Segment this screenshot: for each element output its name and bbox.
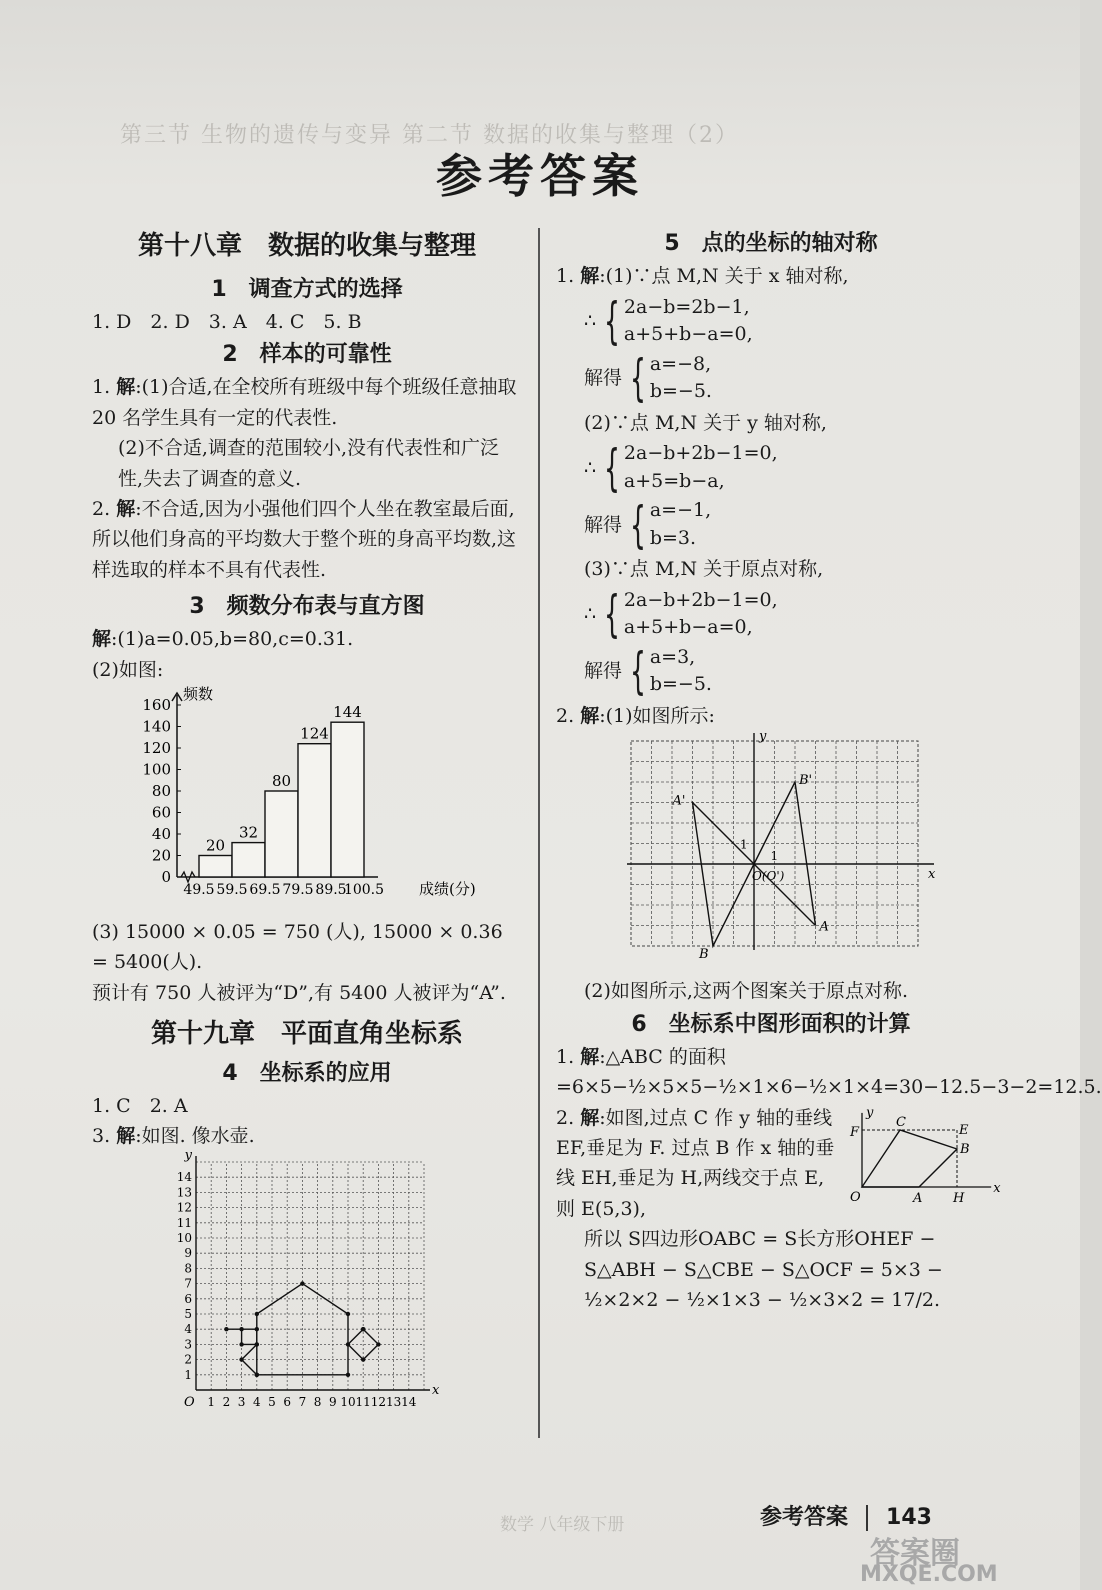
- eq-line: a=−8,: [649, 352, 712, 375]
- x-tick-label: 9: [328, 1394, 337, 1409]
- y-tick-label: 4: [184, 1321, 192, 1336]
- point-label-A: A: [913, 1190, 923, 1206]
- vertex-dot: [346, 1372, 350, 1376]
- brace-icon: {: [604, 585, 620, 644]
- vertex-dot: [239, 1327, 243, 1331]
- x-tick-label: 69.5: [249, 882, 281, 899]
- y-axis-label: y: [184, 1147, 192, 1163]
- origin-label: O(O'): [752, 869, 785, 884]
- brace-icon: {: [604, 292, 620, 351]
- x-tick-label: 6: [283, 1394, 292, 1409]
- quadrilateral-figure: [846, 1105, 1001, 1210]
- y-tick-label: 100: [142, 760, 171, 779]
- point-label-F: F: [850, 1124, 860, 1140]
- section-6-heading: 6 坐标系中图形面积的计算: [631, 1011, 911, 1037]
- point-label-H: H: [953, 1190, 965, 1206]
- eq-line: a=3,: [649, 645, 696, 668]
- bar-value-label: 32: [238, 823, 259, 842]
- therefore-symbol: ∴: [584, 456, 597, 479]
- equation-system-2: [556, 440, 986, 495]
- q-number: 2.: [556, 704, 575, 727]
- x-tick-label: 10: [340, 1394, 356, 1409]
- y-tick-label: 9: [184, 1245, 192, 1260]
- x-tick-label: 89.5: [315, 882, 347, 899]
- section-3-heading: 3 频数分布表与直方图: [189, 594, 425, 620]
- s3-part4: 预计有 750 人被评为“D”,有 5400 人被评为“A”.: [92, 981, 506, 1004]
- point-label-A: A: [819, 919, 829, 935]
- vertex-dot: [255, 1327, 259, 1331]
- bar-value-label: 80: [271, 772, 292, 791]
- y-axis-label: y: [759, 729, 767, 745]
- point-label-B: B: [699, 947, 709, 963]
- y-tick-label: 12: [176, 1200, 192, 1215]
- x-tick-label: 14: [401, 1394, 417, 1409]
- q-number: 2.: [92, 497, 111, 520]
- s5-q1-part2: (2)∵点 M,N 关于 y 轴对称,: [584, 411, 827, 434]
- point-label-B-prime: B': [799, 773, 813, 789]
- point-label-E: E: [959, 1122, 969, 1138]
- vertex-dot: [361, 1357, 365, 1361]
- s6-question-1: [556, 1042, 1102, 1103]
- solve-label: 解得: [584, 367, 623, 390]
- histogram-bar: [265, 791, 298, 877]
- brace-icon: {: [629, 642, 646, 701]
- eq-line: a+5=b−a,: [623, 469, 725, 492]
- footer-label: 参考答案: [760, 1505, 849, 1530]
- section-5-heading: 5 点的坐标的轴对称: [664, 231, 878, 256]
- equation-system-1: [556, 294, 986, 349]
- s5-q2-text: :(1)如图所示:: [599, 704, 715, 727]
- left-column: [92, 226, 522, 1412]
- s3-part3: (3) 15000 × 0.05 = 750 (人), 15000 × 0.36 = 5400(人).: [92, 921, 503, 974]
- vertex-dot: [224, 1327, 228, 1331]
- s6-q2-area: 所以 S四边形OABC = S长方形OHEF − S△ABH − S△CBE − S△OCF = 5×3 − ½×2×2 − ½×1×3 − ½×3×2 = 17/2.: [584, 1228, 943, 1312]
- eq-line: 2a−b=2b−1,: [623, 295, 750, 318]
- q-number: 1.: [92, 376, 111, 399]
- vertex-dot: [346, 1342, 350, 1346]
- eq-line: a+5+b−a=0,: [623, 616, 753, 639]
- histogram-bar: [331, 722, 364, 877]
- q-number: 2.: [556, 1106, 575, 1129]
- y-tick-label: 60: [151, 803, 171, 822]
- s6-question-2: [556, 1103, 1001, 1316]
- kettle-spout-inner: [242, 1329, 257, 1344]
- rectangle-guides: [862, 1130, 957, 1187]
- x-tick-label: 5: [268, 1394, 276, 1409]
- solution-label: 解: [580, 704, 600, 727]
- therefore-symbol: ∴: [584, 309, 597, 332]
- s5-q1-part3: (3)∵点 M,N 关于原点对称,: [584, 558, 824, 581]
- eq-line: 2a−b+2b−1=0,: [623, 588, 778, 611]
- watermark-url: MXQE.COM: [860, 1562, 998, 1587]
- vertex-dot: [361, 1327, 365, 1331]
- section-2-heading: 2 样本的可靠性: [222, 342, 392, 368]
- histogram-bar: [199, 856, 232, 878]
- y-tick-label: 160: [142, 696, 171, 715]
- bleed-through-footer: 数学 八年级下册: [500, 1515, 625, 1535]
- point-label-C: C: [896, 1114, 906, 1130]
- y-tick-label: 140: [142, 717, 171, 736]
- page-footer: [760, 1500, 932, 1531]
- s2-question-2: [92, 494, 522, 585]
- eq-line: b=−5.: [649, 380, 712, 403]
- chapter-18-heading: 第十八章 数据的收集与整理: [137, 231, 476, 261]
- y-tick-label: 5: [184, 1306, 192, 1321]
- section-4-heading: 4 坐标系的应用: [222, 1060, 392, 1086]
- solution-label: 解: [580, 1106, 600, 1129]
- x-tick-label: 3: [237, 1394, 246, 1409]
- solution-label: 解: [92, 628, 112, 651]
- brace-icon: {: [629, 495, 646, 554]
- y-axis-label: y: [866, 1105, 874, 1121]
- y-tick-label: 10: [176, 1230, 192, 1245]
- x-tick-label: 7: [298, 1394, 307, 1409]
- s2-question-1: [92, 372, 522, 433]
- page-title: 参考答案: [436, 149, 644, 203]
- s5-q1-text: :(1)∵点 M,N 关于 x 轴对称,: [599, 265, 849, 288]
- y-tick-label: 80: [151, 782, 171, 801]
- brace-icon: {: [629, 349, 646, 408]
- bar-value-label: 20: [205, 836, 226, 855]
- solution-label: 解: [580, 1045, 600, 1068]
- solve-label: 解得: [584, 513, 623, 536]
- s2-q1-part2: (2)不合适,调查的范围较小,没有代表性和广泛性,失去了调查的意义.: [118, 437, 499, 490]
- q-number: 1.: [556, 265, 575, 288]
- eq-line: a+5+b−a=0,: [623, 323, 753, 346]
- vertex-dot: [239, 1342, 243, 1346]
- vertex-dot: [255, 1312, 259, 1316]
- y-tick-label: 3: [184, 1337, 192, 1352]
- bar-value-label: 124: [300, 724, 329, 743]
- x-tick-label: 8: [313, 1394, 322, 1409]
- s5-q1-part1: [556, 261, 986, 291]
- x-tick-label: 79.5: [282, 882, 314, 899]
- column-divider: [538, 228, 540, 1438]
- brace-icon: {: [604, 438, 620, 497]
- bleed-through-header: 第三节 生物的遗传与变异 第二节 数据的收集与整理（2）: [120, 123, 739, 148]
- chapter-19-heading: 第十九章 平面直角坐标系: [150, 1019, 463, 1050]
- s4-question-3: [92, 1121, 522, 1151]
- vertex-dot: [300, 1281, 304, 1285]
- therefore-symbol: ∴: [584, 603, 597, 626]
- solution-label: 解: [116, 376, 136, 399]
- solution-label: 解: [580, 265, 600, 288]
- equation-system-3: [556, 587, 986, 642]
- x-axis-label: x: [993, 1180, 1001, 1196]
- x-axis-label: x: [928, 867, 936, 883]
- y-tick-label: 0: [161, 868, 171, 887]
- section-4-answers: 1. C 2. A: [92, 1095, 188, 1118]
- watermark-logo: 答案圈: [870, 1536, 960, 1571]
- point-label-A-prime: A': [672, 793, 686, 809]
- point-label-O: O: [850, 1189, 861, 1205]
- solution-1: [556, 351, 986, 406]
- x-tick-label: 1: [207, 1394, 216, 1409]
- footer-separator: [866, 1505, 868, 1531]
- y-tick-label: 1: [184, 1367, 192, 1382]
- page-number: 143: [886, 1505, 932, 1530]
- y-tick-label: 14: [176, 1169, 192, 1184]
- kettle-grid-figure: [172, 1147, 440, 1412]
- solve-label: 解得: [584, 660, 623, 683]
- y-tick-label: 2: [184, 1352, 192, 1367]
- solution-label: 解: [116, 1125, 136, 1148]
- bar-value-label: 144: [333, 703, 362, 722]
- origin-label: O: [184, 1394, 195, 1410]
- x-axis-label: 成绩(分): [419, 880, 476, 899]
- s6-q1-text: :△ABC 的面积=6×5−½×5×5−½×1×6−½×1×4=30−12.5−3−2=12.5.: [556, 1045, 1102, 1099]
- histogram-bar: [298, 744, 331, 877]
- unit-label-y: 1: [740, 837, 748, 852]
- y-tick-label: 7: [184, 1276, 192, 1291]
- x-tick-label: 59.5: [216, 882, 248, 899]
- right-column: [556, 226, 1102, 1315]
- vertex-dot: [255, 1342, 259, 1346]
- x-tick-label: 49.5: [183, 882, 215, 899]
- eq-line: a=−1,: [649, 499, 712, 522]
- q-number: 3.: [92, 1125, 111, 1148]
- y-axis-label: 频数: [183, 685, 214, 704]
- symmetry-grid-figure: [606, 731, 976, 976]
- y-tick-label: 8: [184, 1261, 192, 1276]
- solution-2: [556, 497, 986, 552]
- s6-q2-text: :如图,过点 C 作 y 轴的垂线 EF,垂足为 F. 过点 B 作 x 轴的垂线 EH,垂足为 H,两线交于点 E,则 E(5,3),: [556, 1106, 835, 1220]
- vertex-dot: [239, 1357, 243, 1361]
- histogram-bar: [232, 843, 265, 877]
- y-tick-label: 20: [151, 846, 171, 865]
- vertex-dot: [376, 1342, 380, 1346]
- s3-part2: (2)如图:: [92, 658, 164, 681]
- solution-3: [556, 644, 986, 699]
- s5-q2-part2: (2)如图所示,这两个图案关于原点对称.: [584, 980, 908, 1003]
- x-axis-label: x: [432, 1382, 440, 1398]
- s3-part1: [92, 624, 522, 654]
- section-1-answers: 1. D 2. D 3. A 4. C 5. B: [92, 310, 362, 333]
- x-tick-label: 12: [370, 1394, 387, 1409]
- y-tick-label: 40: [151, 825, 171, 844]
- x-tick-label: 100.5: [343, 882, 385, 899]
- x-tick-label: 2: [222, 1394, 231, 1409]
- x-tick-label: 4: [252, 1394, 261, 1409]
- y-tick-label: 11: [176, 1215, 192, 1230]
- section-1-heading: 1 调查方式的选择: [211, 276, 403, 302]
- x-tick-label: 11: [355, 1394, 371, 1409]
- s2-q2-text: :不合适,因为小强他们四个人坐在教室最后面,所以他们身高的平均数大于整个班的身高平均数,这样选取的样本不具有代表性.: [92, 497, 517, 581]
- y-tick-label: 13: [176, 1185, 192, 1200]
- s3-part1-text: :(1)a=0.05,b=80,c=0.31.: [111, 628, 354, 651]
- unit-label-x: 1: [770, 849, 779, 864]
- s4-q3-text: :如图. 像水壶.: [135, 1125, 255, 1148]
- vertex-dot: [346, 1312, 350, 1316]
- x-tick-label: 13: [385, 1394, 402, 1409]
- y-tick-label: 120: [142, 739, 171, 758]
- eq-line: b=−5.: [649, 673, 712, 696]
- s5-q2-part1: [556, 701, 986, 731]
- quadrilateral-OABC: [862, 1130, 957, 1187]
- y-tick-label: 6: [184, 1291, 192, 1306]
- point-label-B: B: [960, 1141, 970, 1157]
- vertex-dot: [255, 1372, 259, 1376]
- solution-label: 解: [116, 497, 136, 520]
- q-number: 1.: [556, 1045, 575, 1068]
- histogram-chart: [92, 687, 492, 917]
- s2-q1-text: :(1)合适,在全校所有班级中每个班级任意抽取 20 名学生具有一定的代表性.: [92, 376, 517, 429]
- eq-line: b=3.: [649, 526, 697, 549]
- eq-line: 2a−b+2b−1=0,: [623, 442, 778, 465]
